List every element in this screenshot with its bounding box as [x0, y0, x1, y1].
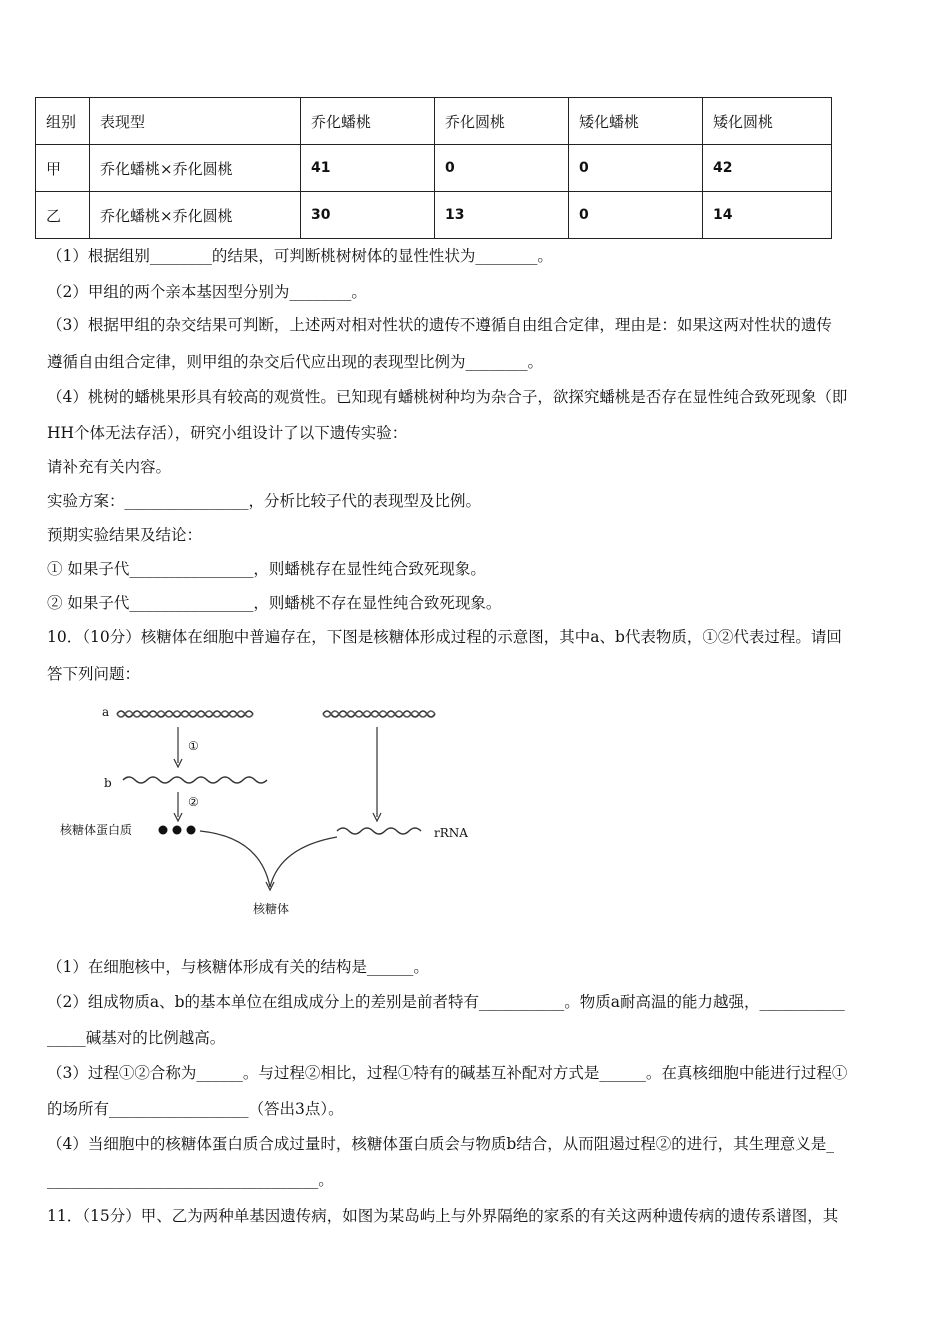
q9-sub4-line1: （4）桃树的蟠桃果形具有较高的观赏性。已知现有蟠桃树种均为杂合子，欲探究蟠桃是否存在显性纯合致死现象（即 — [47, 388, 848, 406]
q10-sub4-line2: ___________________________________。 — [47, 1171, 334, 1189]
ribosome-formation-diagram — [55, 697, 485, 922]
q10-sub4-line1: （4）当细胞中的核糖体蛋白质合成过量时，核糖体蛋白质会与物质b结合，从而阻遏过程②的进行，其生理意义是_ — [47, 1135, 835, 1153]
label-step2: ② — [188, 795, 199, 809]
table-header-cell: 表现型 — [90, 98, 301, 145]
q10-stem-line2: 答下列问题： — [47, 665, 141, 683]
table-header-cell: 乔化蟠桃 — [301, 98, 435, 145]
q10-sub2-line1: （2）组成物质a、b的基本单位在组成成分上的差别是前者特有___________。物质a耐高温的能力越强，___________ — [47, 993, 845, 1011]
table-cell: 0 — [435, 145, 569, 192]
label-step1: ① — [188, 739, 199, 753]
label-b: b — [104, 776, 112, 790]
q9-instruction: 请补充有关内容。 — [47, 458, 172, 476]
q10-stem-line1: 10．（10分）核糖体在细胞中普遍存在，下图是核糖体形成过程的示意图，其中a、b代表物质，①②代表过程。请回 — [47, 628, 842, 646]
dna-helix-rdna — [323, 711, 435, 717]
q9-sub3-line1: （3）根据甲组的杂交结果可判断，上述两对相对性状的遗传不遵循自由组合定律，理由是：如果这两对性状的遗传 — [47, 316, 832, 334]
q9-sub2: （2）甲组的两个亲本基因型分别为________。 — [47, 283, 367, 301]
q9-sub4-line2: HH个体无法存活），研究小组设计了以下遗传实验： — [47, 424, 408, 442]
table-cell: 13 — [435, 192, 569, 239]
table-cell: 30 — [301, 192, 435, 239]
table-cell: 41 — [301, 145, 435, 192]
table-cell: 14 — [703, 192, 832, 239]
table-header-cell: 乔化圆桃 — [435, 98, 569, 145]
table-cell: 0 — [569, 145, 703, 192]
label-a: a — [102, 705, 110, 719]
table-cell: 乔化蟠桃×乔化圆桃 — [90, 145, 301, 192]
table-header-cell: 矮化蟠桃 — [569, 98, 703, 145]
dna-helix-a — [117, 711, 253, 717]
curve-protein-to-ribosome — [200, 831, 270, 887]
table-header-row — [36, 98, 832, 145]
table-row — [36, 192, 832, 239]
table-cell: 0 — [569, 192, 703, 239]
q10-sub3-line1: （3）过程①②合称为______。与过程②相比，过程①特有的碱基互补配对方式是______。在真核细胞中能进行过程① — [47, 1064, 848, 1082]
table-cell: 42 — [703, 145, 832, 192]
table-cell: 乙 — [36, 192, 90, 239]
q9-sub3-line2: 遵循自由组合定律，则甲组的杂交后代应出现的表现型比例为________。 — [47, 353, 544, 371]
table-row — [36, 145, 832, 192]
table-cell: 甲 — [36, 145, 90, 192]
q9-expected-results-heading: 预期实验结果及结论： — [47, 526, 203, 544]
curve-rrna-to-ribosome — [270, 837, 337, 887]
q9-sub1: （1）根据组别________的结果，可判断桃树树体的显性性状为________。 — [47, 247, 553, 265]
table-header-cell: 组别 — [36, 98, 90, 145]
label-ribosomal-protein: 核糖体蛋白质 — [60, 823, 133, 837]
table-header-cell: 矮化圆桃 — [703, 98, 832, 145]
label-rrna: rRNA — [434, 826, 468, 840]
rrna-strand — [337, 828, 421, 834]
q10-sub1: （1）在细胞核中，与核糖体形成有关的结构是______。 — [47, 958, 429, 976]
cross-results-table — [35, 97, 832, 239]
protein-dot — [173, 826, 182, 835]
q10-sub3-line2: 的场所有__________________（答出3点）。 — [47, 1100, 344, 1118]
label-ribosome: 核糖体 — [253, 902, 290, 916]
q9-experiment-plan: 实验方案：________________，分析比较子代的表现型及比例。 — [47, 492, 482, 510]
table-cell: 乔化蟠桃×乔化圆桃 — [90, 192, 301, 239]
q10-sub2-line2: _____碱基对的比例越高。 — [47, 1029, 226, 1047]
protein-dot — [187, 826, 196, 835]
q9-result-2: ② 如果子代________________，则蟠桃不存在显性纯合致死现象。 — [47, 594, 502, 612]
mrna-b — [123, 777, 267, 783]
protein-dot — [159, 826, 168, 835]
q11-stem-line1: 11．（15分）甲、乙为两种单基因遗传病，如图为某岛屿上与外界隔绝的家系的有关这两种遗传病的遗传系谱图，其 — [47, 1207, 839, 1225]
q9-result-1: ① 如果子代________________，则蟠桃存在显性纯合致死现象。 — [47, 560, 486, 578]
